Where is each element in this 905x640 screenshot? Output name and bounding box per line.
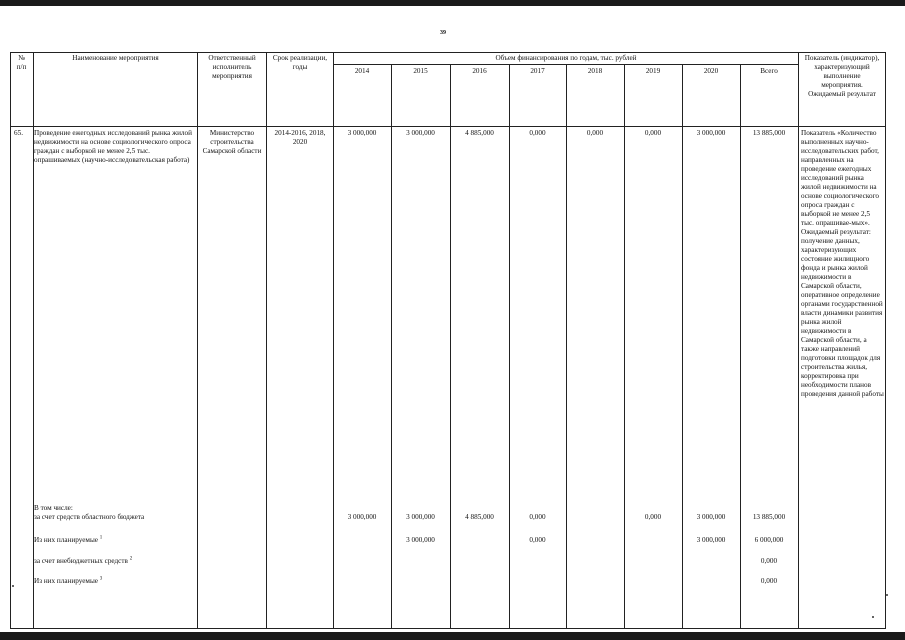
regional-2015: 3 000,000 xyxy=(406,513,435,521)
header-year-2017: 2017 xyxy=(530,67,545,75)
col-line xyxy=(266,52,267,629)
scan-top-border xyxy=(0,0,905,6)
row-responsible: Министерство строительства Самарской области xyxy=(202,129,262,155)
table-bottom-line xyxy=(10,628,886,629)
planned-label-1-text: Из них планируемые xyxy=(34,536,98,544)
planned-total: 6 000,000 xyxy=(754,536,784,544)
value-2019: 0,000 xyxy=(644,129,662,137)
scan-speck xyxy=(872,616,874,618)
header-funding: Объем финансирования по годам, тыс. рублей xyxy=(495,54,637,62)
footnote-mark-1: 1 xyxy=(99,535,103,541)
planned-2015: 3 000,000 xyxy=(406,536,435,544)
planned-label-3 xyxy=(34,577,102,586)
value-2020: 3 000,000 xyxy=(696,129,726,137)
col-line xyxy=(197,52,198,629)
header-responsible: Ответственный исполнитель мероприятия xyxy=(208,54,256,80)
value-2015: 3 000,000 xyxy=(406,129,435,137)
row-period: 2014-2016, 2018, 2020 xyxy=(274,129,326,146)
including-label: В том числе: xyxy=(34,504,73,512)
col-line xyxy=(798,52,799,629)
value-2014: 3 000,000 xyxy=(347,129,377,137)
col-line xyxy=(566,64,567,629)
header-indicator: Показатель (индикатор), характеризующий выполнение мероприятия. Ожидаемый результат xyxy=(804,54,880,98)
header-bottom-line xyxy=(10,126,886,127)
scan-speck xyxy=(12,585,14,587)
header-num-sub: п/п xyxy=(16,63,27,71)
page-number: 39 xyxy=(440,30,446,36)
value-2017: 0,000 xyxy=(529,129,546,137)
regional-2014: 3 000,000 xyxy=(347,513,377,521)
regional-2017: 0,000 xyxy=(529,513,546,521)
header-year-2020: 2020 xyxy=(703,67,719,75)
planned-2020: 3 000,000 xyxy=(696,536,726,544)
regional-budget-label: за счет средств областного бюджета xyxy=(34,513,145,521)
col-line xyxy=(10,52,11,629)
planned-label-1 xyxy=(34,536,102,545)
scan-bottom-border xyxy=(0,632,905,640)
row-name: Проведение ежегодных исследований рынка жилой недвижимости на основе социологического опроса граждан с выборкой не менее 2,5 тыс. опрашиваемых (научно-исследовательская работа) xyxy=(34,129,192,164)
value-total: 13 885,000 xyxy=(752,129,786,137)
table-top-line xyxy=(10,52,886,53)
extrabudget-total: 0,000 xyxy=(760,557,778,565)
row-indicator: Показатель «Количество выполненных научно-исследовательских работ, направленных на проведение ежегодных исследований рынка жилой недвижимости на основе социологического опроса граждан с выборкой не менее 2,5 тыс. опрашивае-мых». Ожидаемый результат: получение данных, характеризующих состояние жилищного фонда и рынка жилой недвижимости в Самарской области, оперативное определение органами государственной власти динамики развития рынка жилой недвижимости в Самарской области, а также направлений подготовки площадок для строительства жилья, корректировка при необходимости планов проведения данной работы xyxy=(801,129,884,398)
col-line xyxy=(624,64,625,629)
col-line xyxy=(333,52,334,629)
planned-label-3-text: Из них планируемые xyxy=(34,577,98,585)
header-total: Всего xyxy=(760,67,778,75)
extrabudget-label-text: за счет внебюджетных средств xyxy=(34,557,128,565)
header-year-2016: 2016 xyxy=(472,67,487,75)
col-line xyxy=(450,64,451,629)
header-num: № xyxy=(18,54,25,62)
header-year-2018: 2018 xyxy=(587,67,603,75)
planned3-total: 0,000 xyxy=(760,577,778,585)
header-year-2019: 2019 xyxy=(645,67,661,75)
planned-2017: 0,000 xyxy=(529,536,546,544)
footnote-mark-2: 2 xyxy=(129,556,133,562)
header-year-2014: 2014 xyxy=(354,67,370,75)
extrabudget-label xyxy=(34,557,132,566)
regional-total: 13 885,000 xyxy=(752,513,786,521)
funding-table xyxy=(10,52,886,629)
regional-2016: 4 885,000 xyxy=(465,513,494,521)
scan-speck xyxy=(886,594,888,596)
col-line xyxy=(885,52,886,629)
header-year-2015: 2015 xyxy=(413,67,428,75)
footnote-mark-3: 3 xyxy=(99,576,103,582)
regional-2019: 0,000 xyxy=(644,513,662,521)
row-number: 65. xyxy=(14,129,23,137)
header-period: Срок реализации, годы xyxy=(272,54,328,71)
header-name: Наименование мероприятия xyxy=(72,54,159,62)
regional-2020: 3 000,000 xyxy=(696,513,726,521)
value-2016: 4 885,000 xyxy=(465,129,494,137)
value-2018: 0,000 xyxy=(586,129,604,137)
